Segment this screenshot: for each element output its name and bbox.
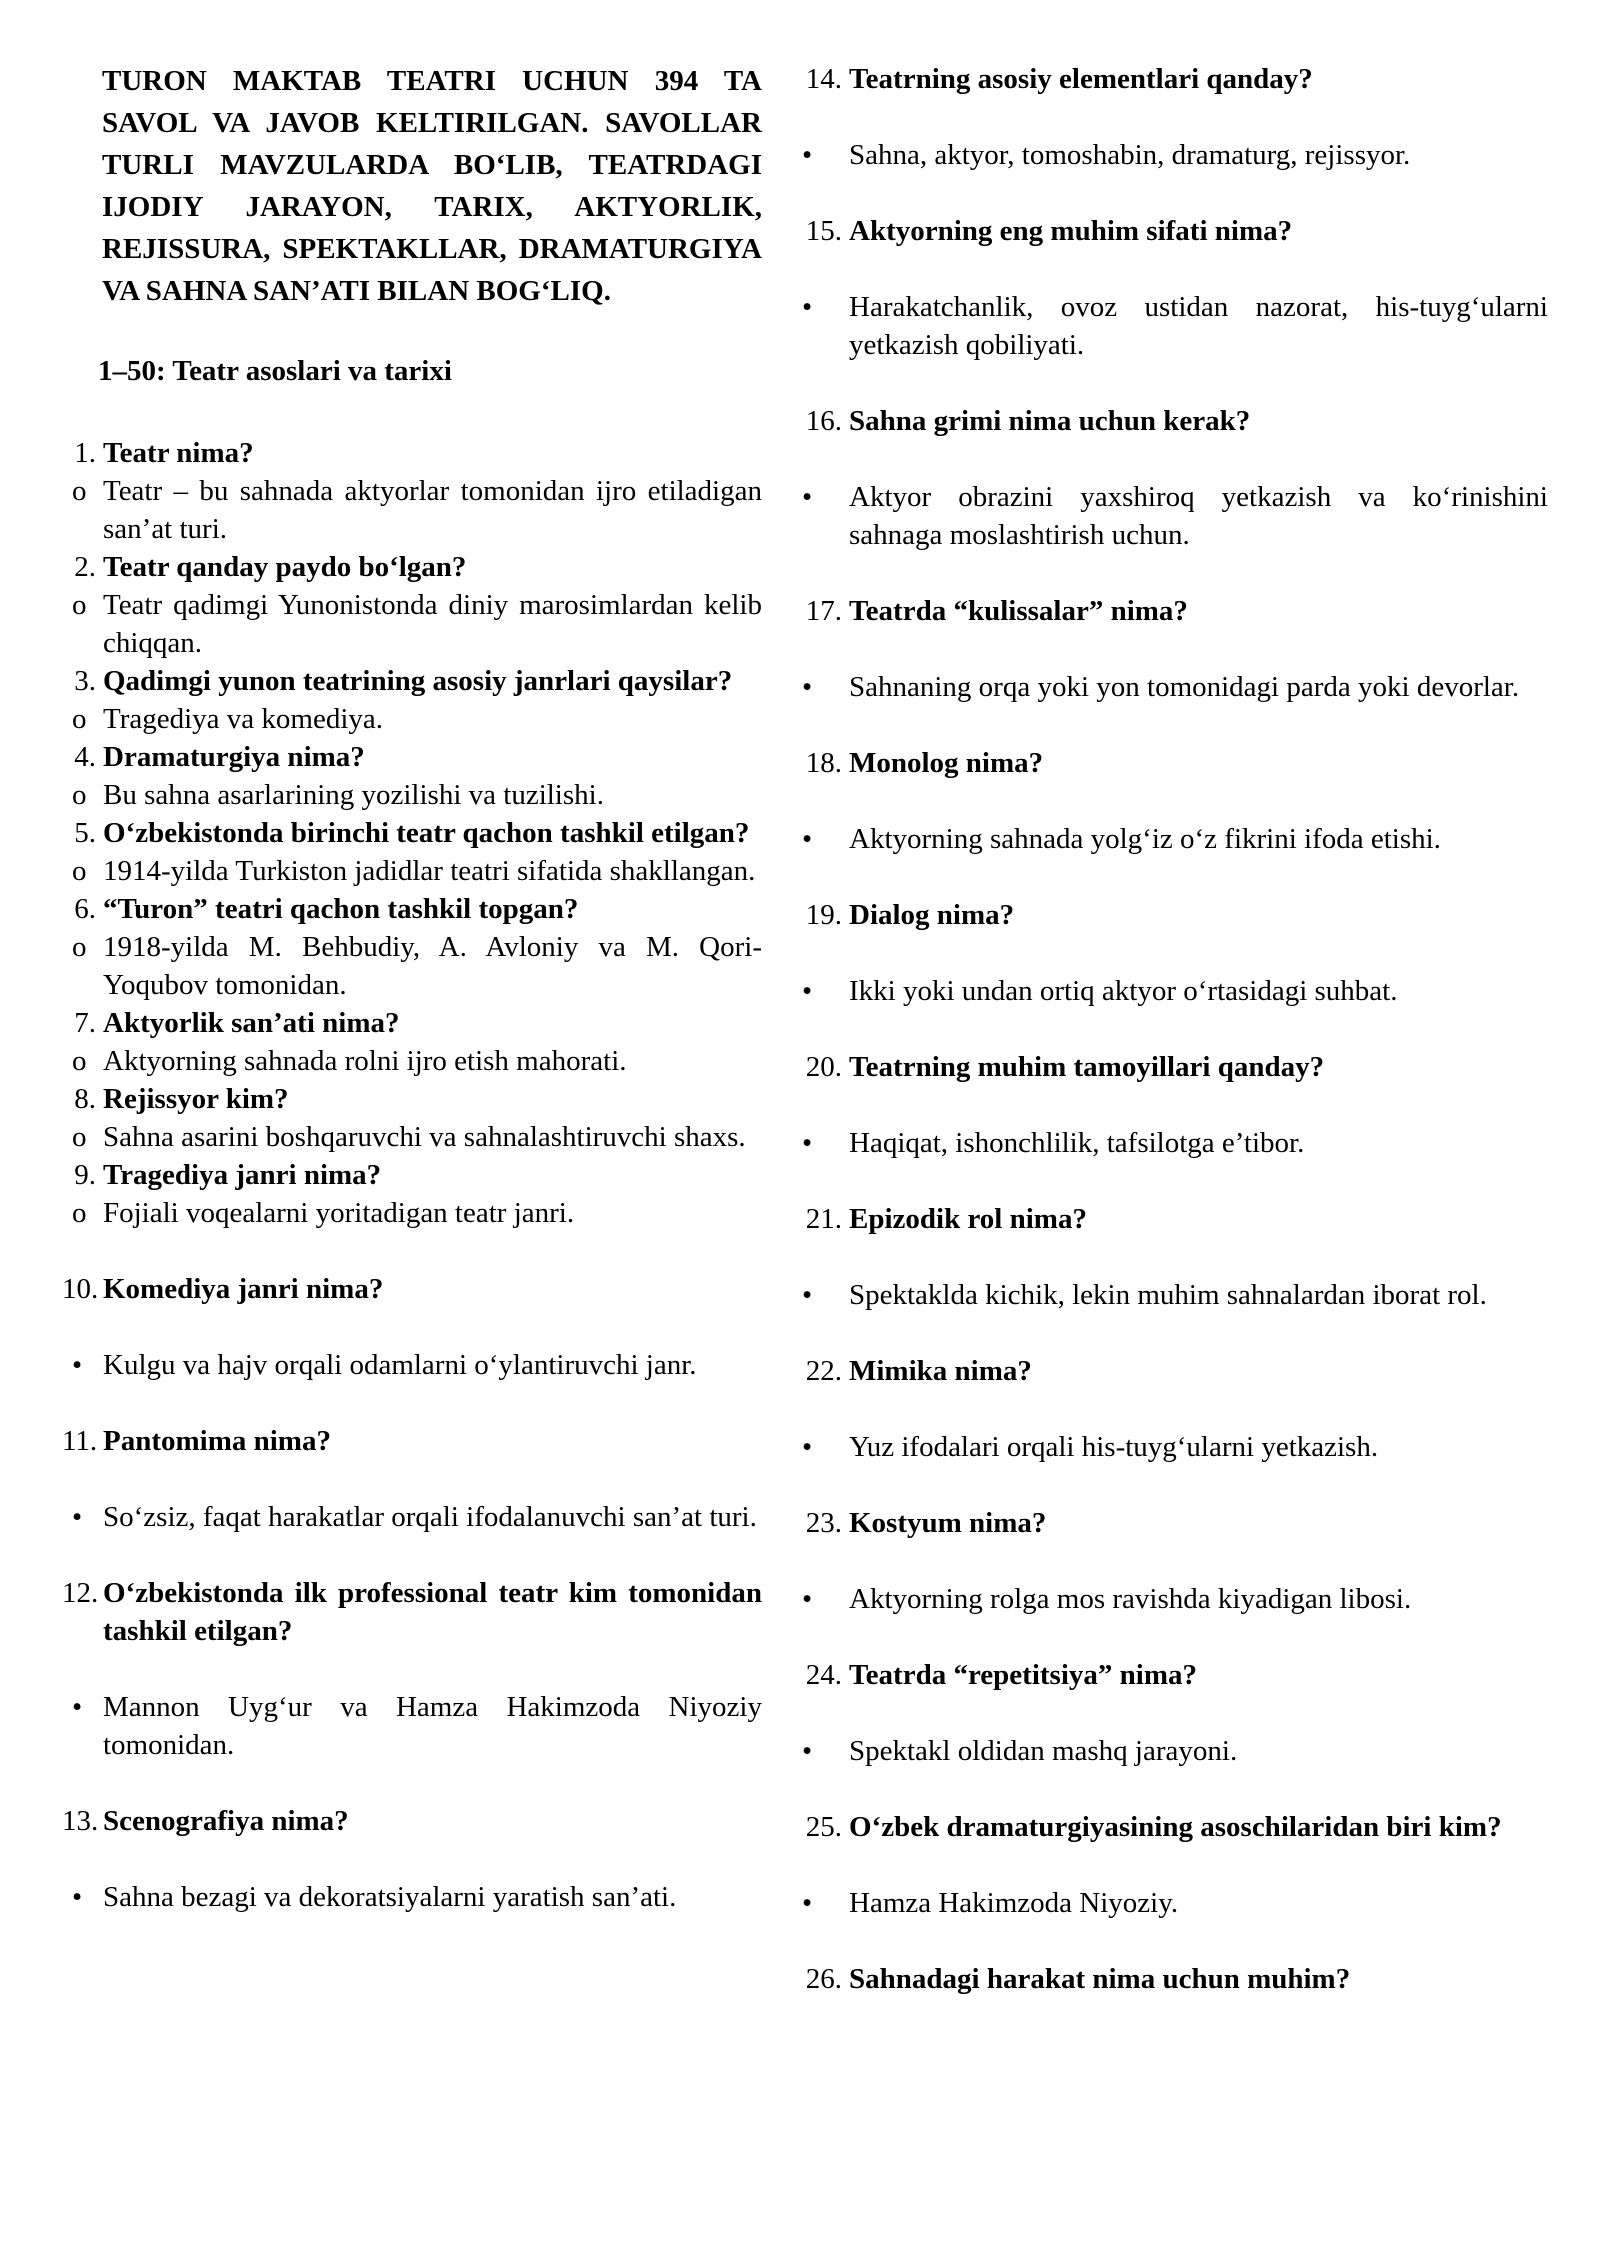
question-row — [62, 1080, 762, 1118]
answer-row — [790, 1276, 1548, 1314]
qa-item — [62, 1156, 762, 1232]
question-number: 2. — [74, 551, 96, 583]
question-row — [790, 402, 1548, 440]
bullet-icon: o — [72, 855, 87, 887]
question-number: 10. — [62, 1273, 99, 1305]
question-row — [790, 592, 1548, 630]
answer-text: Aktyorning sahnada rolni ijro etish mahorati. — [103, 1045, 627, 1077]
question-number: 16. — [805, 405, 842, 437]
question-text: Dramaturgiya nima? — [103, 741, 365, 773]
question-text: Teatrning muhim tamoyillari qanday? — [849, 1051, 1325, 1083]
bullet-icon: • — [802, 139, 813, 171]
bullet-icon: o — [72, 931, 87, 963]
answer-text: Aktyor obrazini yaxshiroq yetkazish va ko‘rinishini sahnaga moslashtirish uchun. — [849, 481, 1548, 551]
bullet-icon: • — [72, 1349, 83, 1381]
question-text: Aktyorlik san’ati nima? — [103, 1007, 400, 1039]
question-row — [790, 1656, 1548, 1694]
answer-row — [62, 472, 762, 548]
question-row — [62, 814, 762, 852]
bullet-icon: • — [802, 1887, 813, 1919]
question-number: 24. — [805, 1659, 842, 1691]
question-text: O‘zbek dramaturgiyasining asoschilaridan biri kim? — [849, 1811, 1502, 1843]
question-number: 3. — [74, 665, 96, 697]
question-number: 23. — [805, 1507, 842, 1539]
qa-item — [790, 896, 1548, 1010]
answer-row — [790, 1732, 1548, 1770]
answer-row — [790, 972, 1548, 1010]
question-text: Teatr qanday paydo bo‘lgan? — [103, 551, 467, 583]
section-title: 1–50: Teatr asoslari va tarixi — [98, 355, 452, 387]
answer-text: Sahna, aktyor, tomoshabin, dramaturg, rejissyor. — [849, 139, 1411, 171]
question-number: 21. — [805, 1203, 842, 1235]
answer-row — [62, 852, 762, 890]
question-row — [790, 212, 1548, 250]
question-number: 12. — [62, 1577, 99, 1609]
question-text: Scenografiya nima? — [103, 1805, 349, 1837]
bullet-icon: • — [802, 975, 813, 1007]
bullet-icon: • — [802, 1431, 813, 1463]
answer-row — [62, 1688, 762, 1764]
qa-item — [790, 1808, 1548, 1922]
answer-row — [790, 1884, 1548, 1922]
qa-item — [62, 1574, 762, 1764]
answer-row — [790, 820, 1548, 858]
question-text: O‘zbekistonda ilk professional teatr kim tomonidan tashkil etilgan? — [103, 1577, 762, 1647]
qa-item — [62, 890, 762, 1004]
question-row — [790, 744, 1548, 782]
question-row — [62, 1156, 762, 1194]
question-text: Tragediya janri nima? — [103, 1159, 382, 1191]
question-number: 5. — [74, 817, 96, 849]
question-text: Epizodik rol nima? — [849, 1203, 1087, 1235]
qa-item — [62, 1422, 762, 1536]
qa-item — [62, 434, 762, 548]
answer-text: Sahna asarini boshqaruvchi va sahnalashtiruvchi shaxs. — [103, 1121, 746, 1153]
question-number: 9. — [74, 1159, 96, 1191]
bullet-icon: • — [802, 1583, 813, 1615]
bullet-icon: o — [72, 589, 87, 621]
question-row — [62, 738, 762, 776]
question-number: 22. — [805, 1355, 842, 1387]
qa-item — [62, 662, 762, 738]
question-row — [62, 1004, 762, 1042]
question-text: Mimika nima? — [849, 1355, 1032, 1387]
answer-text: Fojiali voqealarni yoritadigan teatr janri. — [103, 1197, 575, 1229]
bullet-icon: o — [72, 1197, 87, 1229]
answer-text: Tragediya va komediya. — [103, 703, 384, 735]
question-row — [62, 1574, 762, 1650]
qa-item — [790, 212, 1548, 364]
question-row — [790, 1200, 1548, 1238]
bullet-icon: o — [72, 703, 87, 735]
answer-text: 1918-yilda M. Behbudiy, A. Avloniy va M. Qori-Yoqubov tomonidan. — [103, 931, 762, 1001]
question-row — [790, 60, 1548, 98]
question-text: Sahna grimi nima uchun kerak? — [849, 405, 1251, 437]
question-row — [62, 548, 762, 586]
question-row — [62, 1422, 762, 1460]
bullet-icon: • — [802, 1279, 813, 1311]
question-list-right — [790, 60, 1548, 1998]
qa-item — [790, 60, 1548, 174]
question-text: Monolog nima? — [849, 747, 1044, 779]
question-number: 11. — [62, 1425, 98, 1457]
question-number: 15. — [805, 215, 842, 247]
bullet-icon: • — [72, 1691, 83, 1723]
question-row — [790, 1352, 1548, 1390]
answer-text: Ikki yoki undan ortiq aktyor o‘rtasidagi suhbat. — [849, 975, 1398, 1007]
question-number: 20. — [805, 1051, 842, 1083]
question-text: Sahnadagi harakat nima uchun muhim? — [849, 1963, 1351, 1995]
bullet-icon: • — [72, 1501, 83, 1533]
question-row — [790, 1048, 1548, 1086]
question-text: Teatrda “kulissalar” nima? — [849, 595, 1188, 627]
question-row — [790, 1808, 1548, 1846]
answer-text: Spektakl oldidan mashq jarayoni. — [849, 1735, 1238, 1767]
question-text: Teatrda “repetitsiya” nima? — [849, 1659, 1197, 1691]
answer-text: Sahna bezagi va dekoratsiyalarni yaratish san’ati. — [103, 1881, 677, 1913]
question-number: 4. — [74, 741, 96, 773]
answer-text: Spektaklda kichik, lekin muhim sahnalardan iborat rol. — [849, 1279, 1487, 1311]
question-number: 8. — [74, 1083, 96, 1115]
question-text: Pantomima nima? — [103, 1425, 331, 1457]
question-number: 6. — [74, 893, 96, 925]
answer-row — [62, 700, 762, 738]
answer-text: 1914-yilda Turkiston jadidlar teatri sifatida shakllangan. — [103, 855, 756, 887]
bullet-icon: • — [802, 671, 813, 703]
answer-text: Harakatchanlik, ovoz ustidan nazorat, his-tuyg‘ularni yetkazish qobiliyati. — [849, 291, 1548, 361]
question-list-left — [62, 434, 762, 1916]
document-header: TURON MAKTAB TEATRI UCHUN 394 TA SAVOL VA JAVOB KELTIRILGAN. SAVOLLAR TURLI MAVZULARDA BO‘LIB, TEATRDAGI IJODIY JARAYON, TARIX, AKTYORLIK, REJISSURA, SPEKTAKLLAR, DRAMATURGIYA VA SAHNA SAN’ATI BILAN BOG‘LIQ. — [102, 65, 762, 307]
qa-item — [790, 402, 1548, 554]
bullet-icon: o — [72, 1045, 87, 1077]
question-number: 19. — [805, 899, 842, 931]
qa-item — [790, 744, 1548, 858]
answer-text: Kulgu va hajv orqali odamlarni o‘ylantiruvchi janr. — [103, 1349, 697, 1381]
qa-item — [790, 1200, 1548, 1314]
question-row — [790, 896, 1548, 934]
qa-item — [790, 1656, 1548, 1770]
question-number: 17. — [805, 595, 842, 627]
bullet-icon: • — [802, 481, 813, 513]
question-text: Dialog nima? — [849, 899, 1015, 931]
question-text: Kostyum nima? — [849, 1507, 1047, 1539]
answer-text: Teatr qadimgi Yunonistonda diniy marosimlardan kelib chiqqan. — [103, 589, 762, 659]
answer-text: Aktyorning rolga mos ravishda kiyadigan libosi. — [849, 1583, 1412, 1615]
question-row — [62, 1802, 762, 1840]
answer-row — [62, 1878, 762, 1916]
answer-row — [62, 1118, 762, 1156]
bullet-icon: o — [72, 779, 87, 811]
answer-row — [62, 1346, 762, 1384]
answer-row — [62, 586, 762, 662]
question-text: Komediya janri nima? — [103, 1273, 384, 1305]
question-text: “Turon” teatri qachon tashkil topgan? — [103, 893, 579, 925]
bullet-icon: • — [802, 823, 813, 855]
question-text: Rejissyor kim? — [103, 1083, 289, 1115]
right-column — [790, 60, 1548, 1998]
question-text: Aktyorning eng muhim sifati nima? — [849, 215, 1293, 247]
qa-item — [62, 1270, 762, 1384]
qa-item — [62, 548, 762, 662]
qa-item — [790, 1352, 1548, 1466]
left-column — [62, 60, 762, 1916]
answer-text: Sahnaning orqa yoki yon tomonidagi parda yoki devorlar. — [849, 671, 1520, 703]
question-row — [62, 890, 762, 928]
bullet-icon: • — [802, 1127, 813, 1159]
qa-item — [62, 1004, 762, 1080]
answer-text: So‘zsiz, faqat harakatlar orqali ifodalanuvchi san’at turi. — [103, 1501, 757, 1533]
question-row — [790, 1504, 1548, 1542]
answer-row — [62, 1498, 762, 1536]
question-row — [790, 1960, 1548, 1998]
question-row — [62, 1270, 762, 1308]
question-row — [62, 662, 762, 700]
question-text: O‘zbekistonda birinchi teatr qachon tashkil etilgan? — [103, 817, 750, 849]
answer-row — [790, 1580, 1548, 1618]
question-number: 14. — [805, 63, 842, 95]
bullet-icon: • — [802, 1735, 813, 1767]
bullet-icon: o — [72, 475, 87, 507]
question-text: Teatr nima? — [103, 437, 254, 469]
qa-item — [790, 1504, 1548, 1618]
bullet-icon: • — [802, 291, 813, 323]
answer-text: Bu sahna asarlarining yozilishi va tuzilishi. — [103, 779, 604, 811]
question-number: 1. — [74, 437, 96, 469]
answer-row — [790, 1124, 1548, 1162]
answer-text: Mannon Uyg‘ur va Hamza Hakimzoda Niyoziy tomonidan. — [103, 1691, 762, 1761]
answer-text: Yuz ifodalari orqali his-tuyg‘ularni yetkazish. — [849, 1431, 1379, 1463]
answer-row — [62, 928, 762, 1004]
answer-text: Aktyorning sahnada yolg‘iz o‘z fikrini ifoda etishi. — [849, 823, 1441, 855]
answer-row — [790, 1428, 1548, 1466]
answer-text: Haqiqat, ishonchlilik, tafsilotga e’tibor. — [849, 1127, 1305, 1159]
qa-item — [790, 1960, 1548, 1998]
answer-row — [62, 1194, 762, 1232]
question-number: 26. — [805, 1963, 842, 1995]
qa-item — [62, 738, 762, 814]
answer-text: Hamza Hakimzoda Niyoziy. — [849, 1887, 1179, 1919]
bullet-icon: • — [72, 1881, 83, 1913]
question-text: Qadimgi yunon teatrining asosiy janrlari qaysilar? — [103, 665, 733, 697]
qa-item — [790, 592, 1548, 706]
answer-text: Teatr – bu sahnada aktyorlar tomonidan ijro etiladigan san’at turi. — [103, 475, 762, 545]
answer-row — [790, 668, 1548, 706]
qa-item — [790, 1048, 1548, 1162]
answer-row — [62, 1042, 762, 1080]
qa-item — [62, 1802, 762, 1916]
answer-row — [62, 776, 762, 814]
qa-item — [62, 1080, 762, 1156]
bullet-icon: o — [72, 1121, 87, 1153]
question-text: Teatrning asosiy elementlari qanday? — [849, 63, 1313, 95]
question-number: 13. — [62, 1805, 99, 1837]
question-number: 25. — [805, 1811, 842, 1843]
answer-row — [790, 478, 1548, 554]
question-number: 18. — [805, 747, 842, 779]
answer-row — [790, 288, 1548, 364]
question-row — [62, 434, 762, 472]
qa-item — [62, 814, 762, 890]
question-number: 7. — [74, 1007, 96, 1039]
answer-row — [790, 136, 1548, 174]
